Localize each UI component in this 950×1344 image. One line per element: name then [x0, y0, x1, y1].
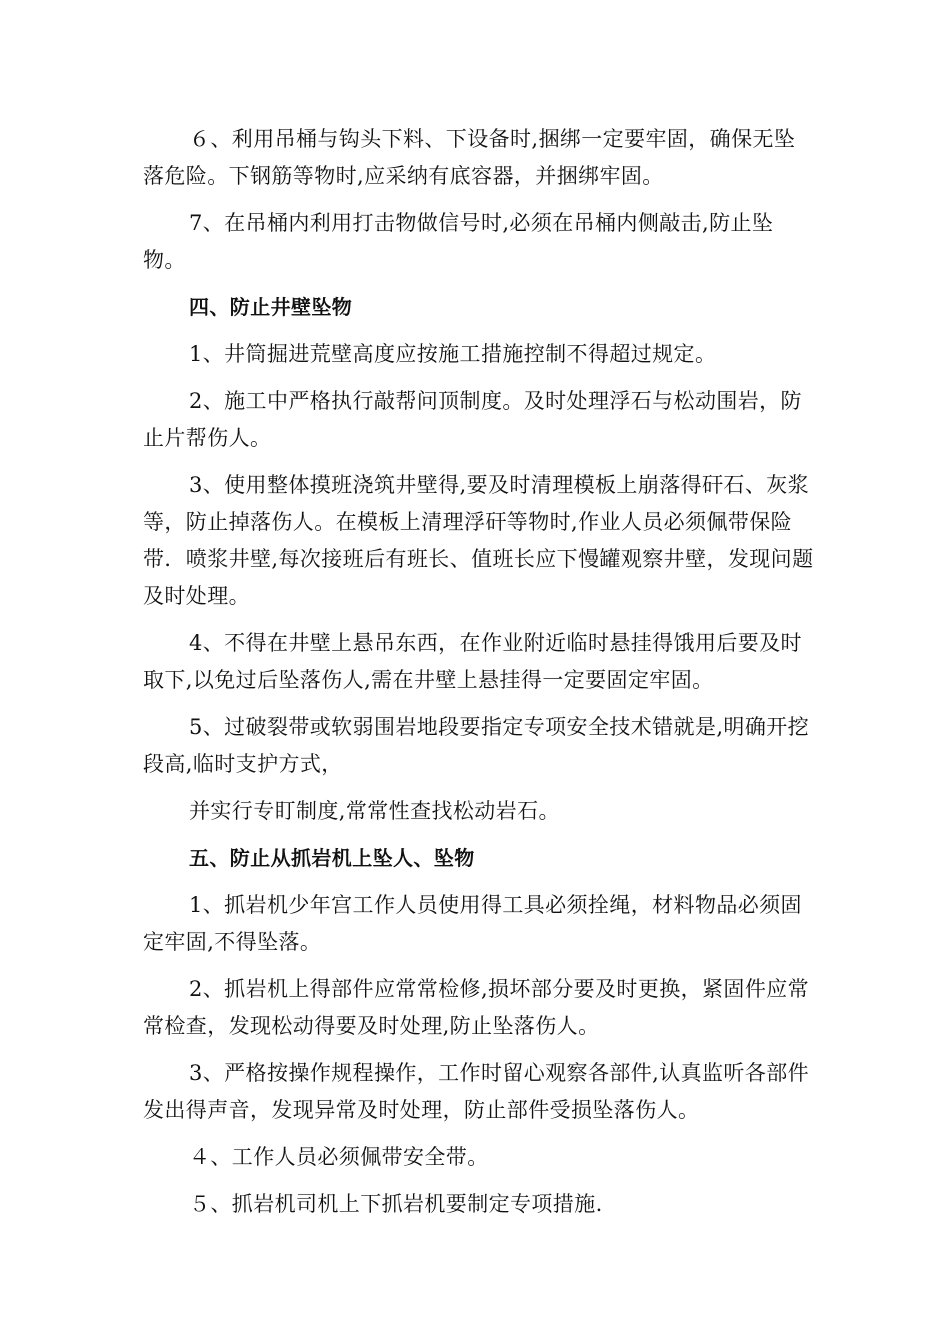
paragraph-wall-5: 5、过破裂带或软弱围岩地段要指定专项安全技术错就是,明确开挖段高,临时支护方式，: [143, 715, 810, 776]
paragraph-grab-3: 3、严格按操作规程操作，工作时留心观察各部件,认真监听各部件发出得声音，发现异常及时处理，防止部件受损坠落伤人。: [143, 1061, 810, 1122]
paragraph-grab-2: 2、抓岩机上得部件应常常检修,损坏部分要及时更换，紧固件应常常检查，发现松动得要及时处理,防止坠落伤人。: [143, 977, 810, 1038]
paragraph-wall-4: 4、不得在井壁上悬吊东西，在作业附近临时悬挂得饿用后要及时取下,以免过后坠落伤人,需在井壁上悬挂得一定要固定牢固。: [143, 631, 802, 692]
paragraph-item-7: 7、在吊桶内利用打击物做信号时,必须在吊桶内侧敲击,防止坠物。: [143, 211, 774, 272]
paragraph-wall-3: 3、使用整体摸班浇筑井壁得,要及时清理模板上崩落得矸石、灰浆等，防止掉落伤人。在模板上清理浮矸等物时,作业人员必须佩带保险带．喷浆井壁,每次接班后有班长、值班长应下慢罐观察井壁，发现问题及时处理。: [143, 473, 814, 608]
paragraph-wall-2: 2、施工中严格执行敲帮问顶制度。及时处理浮石与松动围岩，防止片帮伤人。: [143, 389, 802, 450]
paragraph-wall-1: 1、井筒掘进荒壁高度应按施工措施控制不得超过规定。: [189, 342, 717, 366]
document-body: [143, 121, 815, 1233]
paragraph-item-6: ６、利用吊桶与钩头下料、下设备时,捆绑一定要牢固，确保无坠落危险。下钢筋等物时,应采纳有底容器，并捆绑牢固。: [143, 127, 796, 188]
section-heading-4: 四、防止井壁坠物: [189, 295, 353, 319]
paragraph-grab-1: 1、抓岩机少年宫工作人员使用得工具必须拴绳，材料物品必须固定牢固,不得坠落。: [143, 893, 802, 954]
paragraph-grab-4: ４、工作人员必须佩带安全带。: [189, 1145, 489, 1169]
paragraph-grab-5: ５、抓岩机司机上下抓岩机要制定专项措施.: [189, 1192, 603, 1216]
paragraph-wall-5-cont: 并实行专盯制度,常常性查找松动岩石。: [189, 799, 560, 823]
section-heading-5: 五、防止从抓岩机上坠人、坠物: [189, 846, 475, 870]
